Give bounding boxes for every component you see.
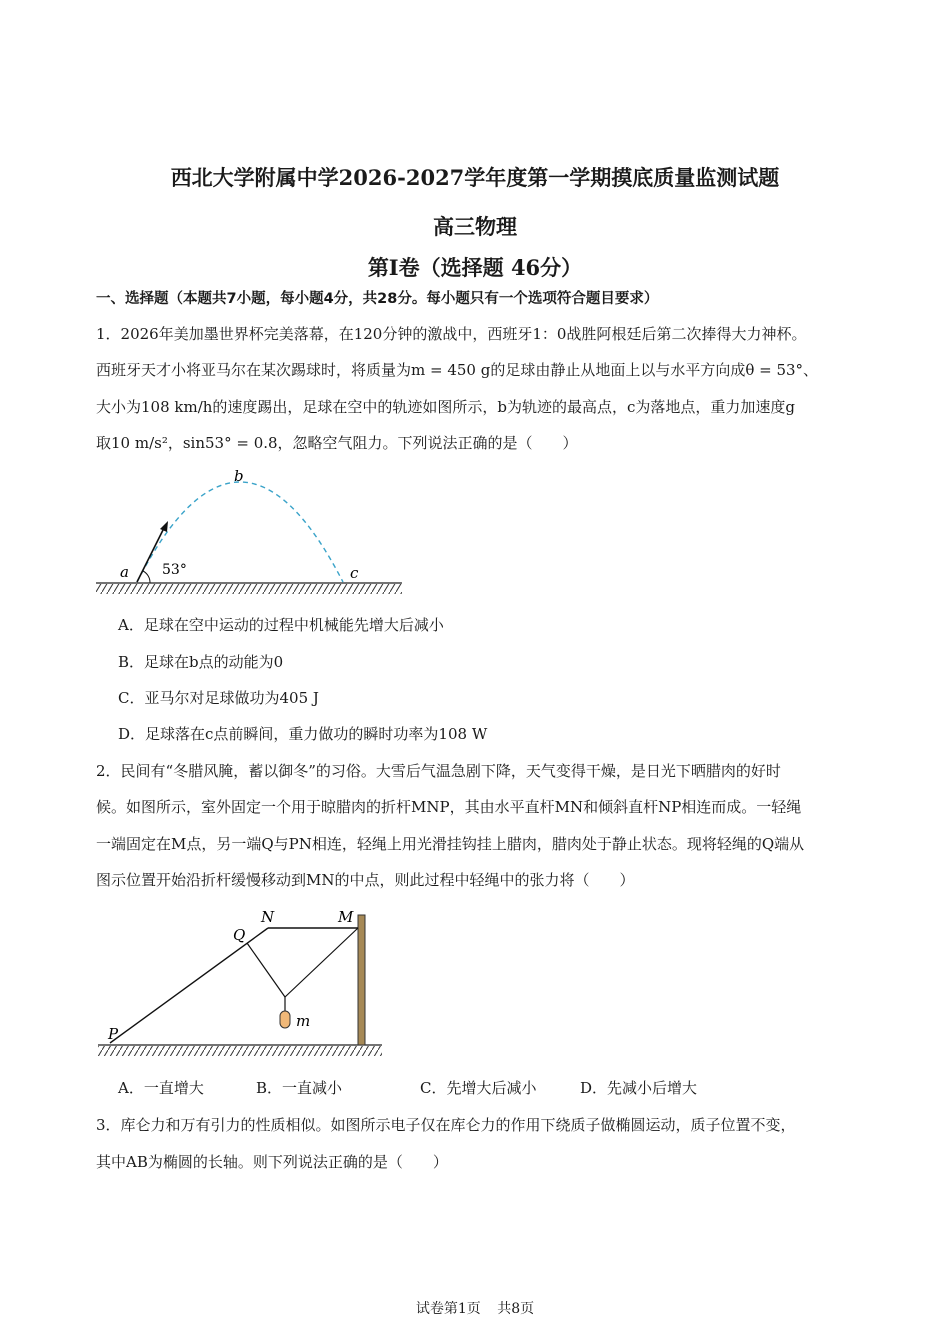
- q2-option-d: D．先减小后增大: [580, 1079, 698, 1097]
- q3-line-2: 其中AB为椭圆的长轴。则下列说法正确的是（ ）: [96, 1153, 448, 1171]
- q2-line-3: 一端固定在M点，另一端Q与PN相连，轻绳上用光滑挂钩挂上腊肉，腊肉处于静止状态。现将轻绳的Q端从: [96, 835, 805, 853]
- section-heading: 一、选择题（本题共7小题，每小题4分，共28分。每小题只有一个选项符合题目要求）: [96, 291, 659, 307]
- q2-line-1: 2．民间有“冬腊风腌，蓄以御冬”的习俗。大雪后气温急剧下降，天气变得干燥，是日光下晒腊肉的好时: [96, 762, 781, 780]
- q2-label-mass: m: [296, 1012, 311, 1030]
- q1-ground-hatch: [96, 584, 402, 594]
- q2-rack-figure: [90, 900, 390, 1060]
- q1-line-2: 西班牙天才小将亚马尔在某次踢球时，将质量为m = 450 g的足球由静止从地面上以与水平方向成θ = 53°、: [96, 361, 819, 379]
- q2-wall-post: [358, 915, 365, 1045]
- q2-option-a: A．一直增大: [118, 1079, 204, 1097]
- q1-option-c: C．亚马尔对足球做功为405 J: [118, 689, 319, 707]
- q2-option-c: C．先增大后减小: [420, 1079, 537, 1097]
- q2-label-q: Q: [233, 926, 246, 944]
- volume-title: 第I卷（选择题 46分）: [367, 255, 583, 280]
- q2-meat: [280, 1011, 290, 1028]
- q2-rope-left: [247, 943, 285, 997]
- exam-title: 西北大学附属中学2026-2027学年度第一学期摸底质量监测试题: [170, 165, 780, 190]
- footer-total-pages: 共8页: [497, 1301, 535, 1317]
- q1-label-b: b: [234, 467, 244, 485]
- q1-line-3: 大小为108 km/h的速度踢出，足球在空中的轨迹如图所示，b为轨迹的最高点，c为落地点，重力加速度g: [96, 398, 796, 416]
- q2-line-2: 候。如图所示，室外固定一个用于晾腊肉的折杆MNP，其由水平直杆MN和倾斜直杆NP相连而成。一轻绳: [96, 798, 802, 816]
- q3-line-1: 3．库仑力和万有引力的性质相似。如图所示电子仅在库仑力的作用下绕质子做椭圆运动，质子位置不变，: [96, 1116, 796, 1134]
- q1-velocity-arrow: [137, 528, 164, 582]
- q1-line-1: 1．2026年美加墨世界杯完美落幕，在120分钟的激战中，西班牙1：0战胜阿根廷后第二次捧得大力神杯。: [96, 325, 807, 343]
- q2-option-b: B．一直减小: [256, 1079, 343, 1097]
- q1-option-d: D．足球落在c点前瞬间，重力做功的瞬时功率为108 W: [118, 725, 488, 743]
- q1-trajectory-figure: [90, 462, 410, 602]
- q2-line-4: 图示位置开始沿折杆缓慢移动到MN的中点，则此过程中轻绳中的张力将（ ）: [96, 871, 635, 889]
- page-footer: [0, 1298, 950, 1318]
- q1-line-4: 取10 m/s²，sin53° = 0.8，忽略空气阻力。下列说法正确的是（ ）: [96, 434, 578, 452]
- q2-label-m-point: M: [338, 908, 354, 926]
- q1-label-a: a: [120, 563, 129, 581]
- subject-title: 高三物理: [433, 214, 517, 239]
- q1-option-b: B．足球在b点的动能为0: [118, 653, 284, 671]
- q2-rope-right: [285, 928, 358, 997]
- q2-label-p: P: [108, 1025, 119, 1043]
- q1-label-c: c: [350, 564, 359, 582]
- q2-rod-np: [110, 928, 268, 1043]
- q1-option-a: A．足球在空中运动的过程中机械能先增大后减小: [118, 616, 444, 634]
- q1-label-angle: 53°: [162, 562, 187, 578]
- footer-page-number: 试卷第1页: [415, 1301, 481, 1317]
- q1-angle-arc: [143, 571, 150, 583]
- q2-label-n: N: [261, 908, 275, 926]
- q1-arrow-head: [160, 521, 168, 532]
- q2-ground-hatch: [98, 1046, 382, 1056]
